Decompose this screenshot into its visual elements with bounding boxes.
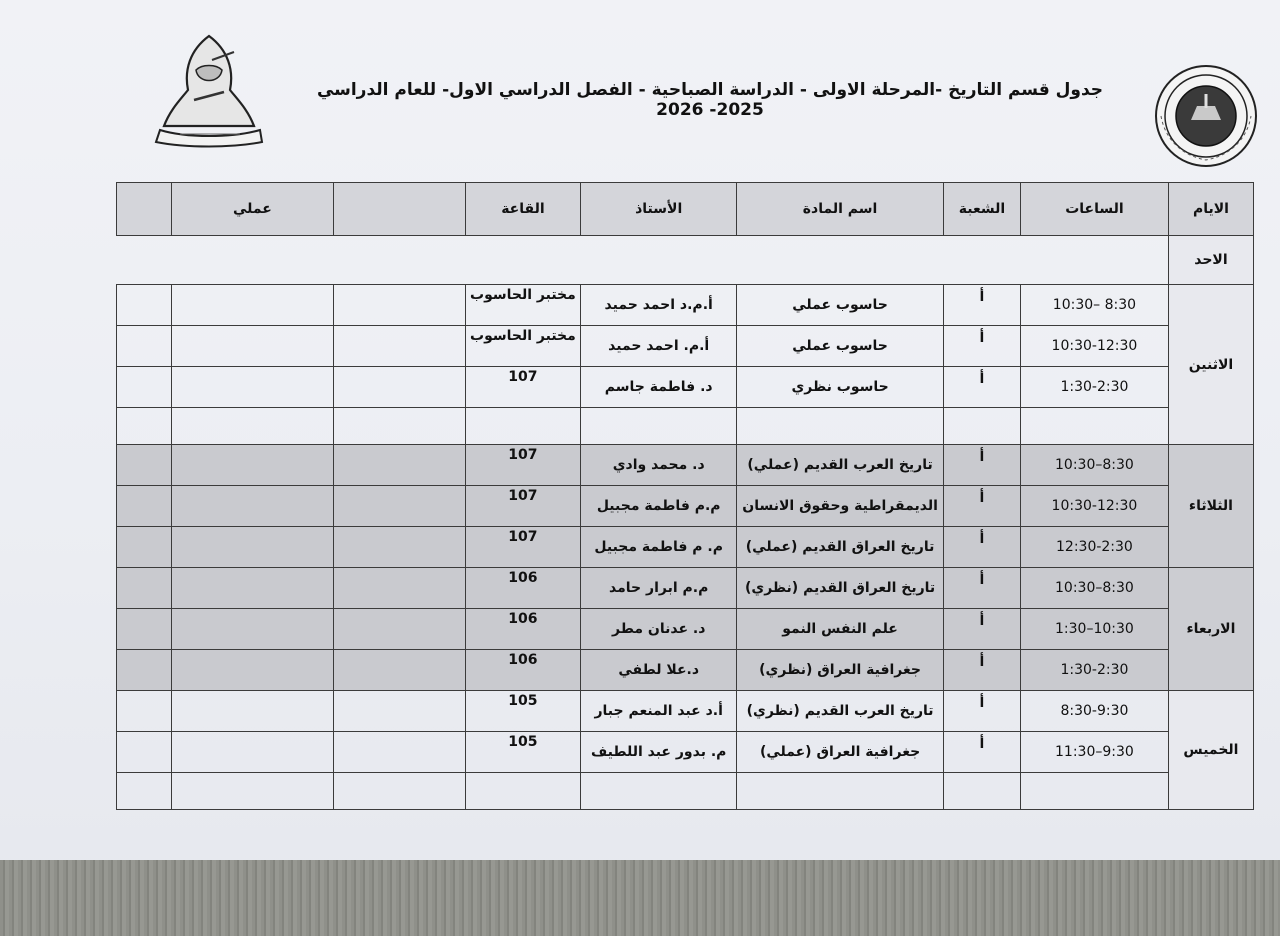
table-surface-background (0, 860, 1280, 936)
room-cell: 107 (465, 445, 581, 486)
section-cell: أ (943, 568, 1020, 609)
empty-cell (171, 326, 333, 367)
subject-cell: علم النفس النمو (737, 609, 944, 650)
table-header-row (117, 183, 1254, 236)
empty-cell (171, 486, 333, 527)
table-row (117, 609, 1254, 650)
section-cell: أ (943, 527, 1020, 568)
empty-cell (333, 609, 465, 650)
teacher-cell: م. م فاطمة مجبيل (581, 527, 737, 568)
teacher-cell: أ.د عبد المنعم جبار (581, 691, 737, 732)
college-logo-icon (150, 30, 268, 150)
subject-cell: تاريخ العراق القديم (نظري) (737, 568, 944, 609)
hours-cell (1020, 773, 1168, 810)
hours-cell: 10:30-12:30 (1020, 326, 1168, 367)
empty-cell (333, 732, 465, 773)
room-cell: مختبر الحاسوب (465, 326, 581, 367)
room-cell: 107 (465, 486, 581, 527)
empty-cell (171, 732, 333, 773)
hours-cell: 1:30-2:30 (1020, 367, 1168, 408)
section-cell: أ (943, 609, 1020, 650)
hours-cell: 9:30–11:30 (1020, 732, 1168, 773)
subject-cell: الديمقراطية وحقوق الانسان (737, 486, 944, 527)
section-cell: أ (943, 732, 1020, 773)
empty-cell (171, 527, 333, 568)
empty-cell (171, 691, 333, 732)
hours-cell: 8:30–10:30 (1020, 445, 1168, 486)
empty-cell (333, 773, 465, 810)
room-cell: مختبر الحاسوب (465, 285, 581, 326)
empty-cell (117, 691, 172, 732)
subject-cell (737, 408, 944, 445)
hours-cell: 8:30 –10:30 (1020, 285, 1168, 326)
col-header-teacher: الأستاذ (581, 183, 737, 236)
section-cell: أ (943, 285, 1020, 326)
subject-cell: حاسوب نظري (737, 367, 944, 408)
empty-cell (333, 326, 465, 367)
table-row (117, 408, 1254, 445)
room-cell: 105 (465, 732, 581, 773)
teacher-cell: م. بدور عبد اللطيف (581, 732, 737, 773)
empty-cell (117, 732, 172, 773)
empty-cell (117, 609, 172, 650)
teacher-cell (581, 773, 737, 810)
section-cell: أ (943, 445, 1020, 486)
table-row (117, 773, 1254, 810)
empty-cell (117, 236, 1169, 285)
empty-cell (171, 650, 333, 691)
empty-cell (117, 650, 172, 691)
room-cell: 106 (465, 650, 581, 691)
empty-cell (333, 367, 465, 408)
teacher-cell: م.م فاطمة مجبيل (581, 486, 737, 527)
empty-cell (171, 773, 333, 810)
table-row (117, 527, 1254, 568)
empty-cell (171, 568, 333, 609)
day-cell-thursday: الخميس (1168, 691, 1253, 810)
empty-cell (333, 285, 465, 326)
room-cell: 106 (465, 568, 581, 609)
table-row (117, 691, 1254, 732)
table-row (117, 650, 1254, 691)
subject-cell: جغرافية العراق (عملي) (737, 732, 944, 773)
section-cell: أ (943, 650, 1020, 691)
empty-cell (171, 408, 333, 445)
empty-cell (117, 408, 172, 445)
section-cell: أ (943, 367, 1020, 408)
teacher-cell: د. عدنان مطر (581, 609, 737, 650)
schedule-table (116, 182, 1254, 810)
table-row (117, 568, 1254, 609)
empty-cell (333, 568, 465, 609)
teacher-cell: أ.م.د احمد حميد (581, 285, 737, 326)
table-row (117, 445, 1254, 486)
page-title: جدول قسم التاريخ -المرحلة الاولى - الدراسة الصباحية - الفصل الدراسي الاول- للعام الدراسي 2025- 2026 (316, 80, 1104, 120)
teacher-cell: د.علا لطفي (581, 650, 737, 691)
table-row (117, 326, 1254, 367)
subject-cell: حاسوب عملي (737, 326, 944, 367)
day-cell-sunday: الاحد (1168, 236, 1253, 285)
table-row-sunday (117, 236, 1254, 285)
room-cell: 106 (465, 609, 581, 650)
subject-cell: حاسوب عملي (737, 285, 944, 326)
empty-cell (171, 445, 333, 486)
section-cell: أ (943, 326, 1020, 367)
col-header-subject: اسم المادة (737, 183, 944, 236)
col-header-empty-1 (333, 183, 465, 236)
empty-cell (333, 691, 465, 732)
col-header-empty-2 (117, 183, 172, 236)
subject-cell (737, 773, 944, 810)
teacher-cell (581, 408, 737, 445)
hours-cell: 12:30-2:30 (1020, 527, 1168, 568)
teacher-cell: د. محمد وادي (581, 445, 737, 486)
empty-cell (117, 486, 172, 527)
section-cell: أ (943, 486, 1020, 527)
col-header-room: القاعة (465, 183, 581, 236)
col-header-section: الشعبة (943, 183, 1020, 236)
subject-cell: تاريخ العراق القديم (عملي) (737, 527, 944, 568)
room-cell (465, 773, 581, 810)
empty-cell (117, 773, 172, 810)
col-header-practical: عملي (171, 183, 333, 236)
teacher-cell: م.م ابرار حامد (581, 568, 737, 609)
subject-cell: تاريخ العرب القديم (عملي) (737, 445, 944, 486)
table-row (117, 285, 1254, 326)
empty-cell (333, 650, 465, 691)
table-row (117, 732, 1254, 773)
hours-cell: 10:30–1:30 (1020, 609, 1168, 650)
room-cell: 105 (465, 691, 581, 732)
day-cell-wednesday: الاربعاء (1168, 568, 1253, 691)
section-cell: أ (943, 691, 1020, 732)
room-cell: 107 (465, 367, 581, 408)
col-header-hours: الساعات (1020, 183, 1168, 236)
table-row (117, 486, 1254, 527)
empty-cell (171, 609, 333, 650)
empty-cell (171, 285, 333, 326)
empty-cell (333, 527, 465, 568)
empty-cell (171, 367, 333, 408)
empty-cell (117, 568, 172, 609)
empty-cell (117, 285, 172, 326)
teacher-cell: د. فاطمة جاسم (581, 367, 737, 408)
empty-cell (333, 486, 465, 527)
room-cell (465, 408, 581, 445)
empty-cell (117, 445, 172, 486)
teacher-cell: أ.م. احمد حميد (581, 326, 737, 367)
col-header-days: الايام (1168, 183, 1253, 236)
day-cell-monday: الاثنين (1168, 285, 1253, 445)
university-seal-icon (1147, 64, 1265, 168)
section-cell (943, 408, 1020, 445)
empty-cell (117, 527, 172, 568)
empty-cell (333, 445, 465, 486)
hours-cell: 8:30–10:30 (1020, 568, 1168, 609)
room-cell: 107 (465, 527, 581, 568)
empty-cell (333, 408, 465, 445)
subject-cell: جغرافية العراق (نظري) (737, 650, 944, 691)
section-cell (943, 773, 1020, 810)
table-row (117, 367, 1254, 408)
hours-cell (1020, 408, 1168, 445)
hours-cell: 10:30-12:30 (1020, 486, 1168, 527)
empty-cell (117, 367, 172, 408)
hours-cell: 8:30-9:30 (1020, 691, 1168, 732)
empty-cell (117, 326, 172, 367)
subject-cell: تاريخ العرب القديم (نظري) (737, 691, 944, 732)
hours-cell: 1:30-2:30 (1020, 650, 1168, 691)
day-cell-tuesday: الثلاثاء (1168, 445, 1253, 568)
